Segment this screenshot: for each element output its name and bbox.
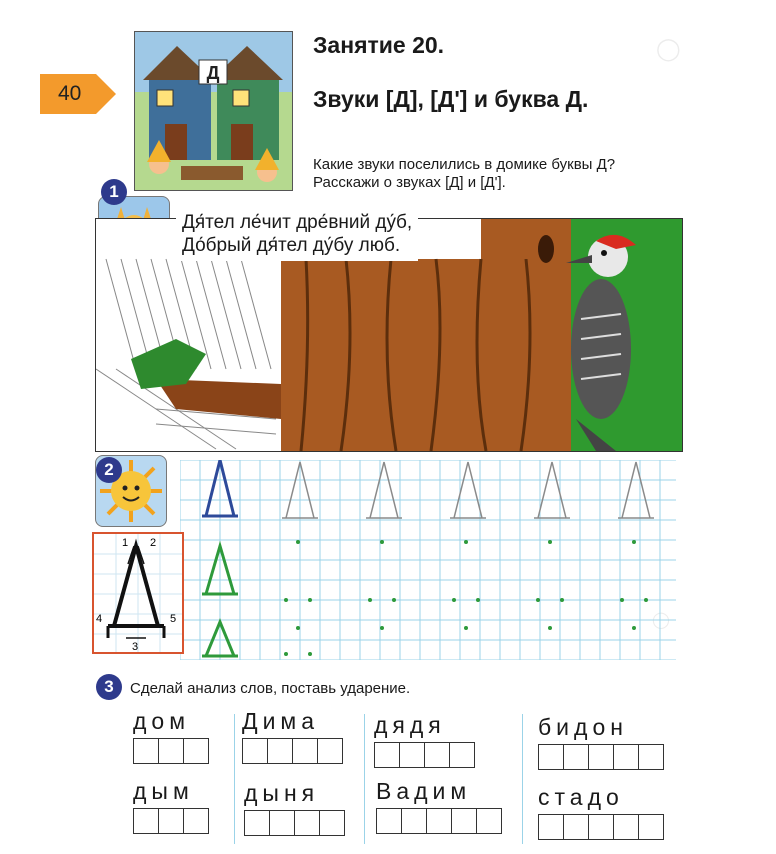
sound-box[interactable] bbox=[449, 742, 475, 768]
sound-box[interactable] bbox=[563, 814, 589, 840]
guide-dot bbox=[548, 626, 552, 630]
sound-boxes[interactable] bbox=[243, 738, 343, 764]
task-3-instruction: Сделай анализ слов, поставь ударение. bbox=[130, 680, 411, 697]
task-3-badge: 3 bbox=[96, 674, 122, 700]
guide-dot bbox=[392, 598, 396, 602]
sound-box[interactable] bbox=[267, 738, 293, 764]
sound-box[interactable] bbox=[133, 738, 159, 764]
sound-box[interactable] bbox=[563, 744, 589, 770]
sound-box[interactable] bbox=[588, 744, 614, 770]
guide-dot bbox=[476, 598, 480, 602]
page-number-tab bbox=[40, 74, 116, 114]
analysis-word: дыня bbox=[244, 780, 320, 806]
sound-box[interactable] bbox=[401, 808, 427, 834]
trace-letter-d bbox=[366, 462, 402, 518]
guide-dot bbox=[464, 626, 468, 630]
column-divider bbox=[364, 714, 365, 844]
sound-box[interactable] bbox=[294, 810, 320, 836]
guide-dot bbox=[284, 652, 288, 656]
guide-dot bbox=[464, 540, 468, 544]
sound-box[interactable] bbox=[244, 810, 270, 836]
guide-dot bbox=[560, 598, 564, 602]
sound-box[interactable] bbox=[638, 814, 664, 840]
question-line: Какие звуки поселились в домике буквы Д? bbox=[313, 156, 616, 173]
guide-dot bbox=[548, 540, 552, 544]
analysis-word: бидон bbox=[538, 714, 628, 740]
sound-boxes[interactable] bbox=[539, 744, 664, 770]
guide-dot bbox=[380, 540, 384, 544]
sound-boxes[interactable] bbox=[245, 810, 345, 836]
sound-box[interactable] bbox=[426, 808, 452, 834]
task-1-badge: 1 bbox=[101, 179, 127, 205]
sound-box[interactable] bbox=[476, 808, 502, 834]
sound-box[interactable] bbox=[292, 738, 318, 764]
house-illustration bbox=[134, 31, 293, 191]
sound-boxes[interactable] bbox=[375, 742, 475, 768]
sound-box[interactable] bbox=[133, 808, 159, 834]
sound-box[interactable] bbox=[451, 808, 477, 834]
trace-letter-d bbox=[450, 462, 486, 518]
sound-box[interactable] bbox=[269, 810, 295, 836]
guide-dot bbox=[380, 626, 384, 630]
guide-dot bbox=[284, 598, 288, 602]
sound-box[interactable] bbox=[242, 738, 268, 764]
sound-box[interactable] bbox=[317, 738, 343, 764]
stroke-number: 5 bbox=[170, 613, 177, 625]
sound-box[interactable] bbox=[638, 744, 664, 770]
sound-box[interactable] bbox=[588, 814, 614, 840]
lesson-subtitle: Звуки [Д], [Д'] и буква Д. bbox=[313, 86, 589, 112]
sound-box[interactable] bbox=[158, 738, 184, 764]
question-line: Расскажи о звуках [Д] и [Д']. bbox=[313, 174, 506, 191]
guide-dot bbox=[644, 598, 648, 602]
guide-dot bbox=[620, 598, 624, 602]
sound-box[interactable] bbox=[183, 808, 209, 834]
guide-dot bbox=[308, 652, 312, 656]
stroke-number: 4 bbox=[96, 613, 103, 625]
sound-boxes[interactable] bbox=[377, 808, 502, 834]
verse-line: До́брый дя́тел ду́бу люб. bbox=[182, 235, 401, 256]
analysis-word: дым bbox=[133, 778, 194, 804]
analysis-word: Вадим bbox=[376, 778, 472, 804]
bleed-through: ◯ bbox=[652, 612, 670, 629]
sound-boxes[interactable] bbox=[539, 814, 664, 840]
page-number: 40 bbox=[58, 82, 82, 105]
sound-box[interactable] bbox=[424, 742, 450, 768]
bleed-through: ◯ bbox=[656, 36, 681, 61]
guide-dot bbox=[368, 598, 372, 602]
guide-dot bbox=[536, 598, 540, 602]
guide-dot bbox=[632, 626, 636, 630]
sound-box[interactable] bbox=[158, 808, 184, 834]
guide-dot bbox=[296, 626, 300, 630]
sound-box[interactable] bbox=[613, 814, 639, 840]
column-divider bbox=[234, 714, 235, 844]
column-divider bbox=[522, 714, 523, 844]
analysis-word: дом bbox=[133, 708, 191, 734]
guide-dot bbox=[308, 598, 312, 602]
sound-box[interactable] bbox=[613, 744, 639, 770]
task-2-badge: 2 bbox=[96, 457, 122, 483]
stroke-order-card bbox=[92, 532, 184, 654]
sound-boxes[interactable] bbox=[134, 738, 209, 764]
sound-box[interactable] bbox=[183, 738, 209, 764]
sound-box[interactable] bbox=[538, 814, 564, 840]
analysis-word: дядя bbox=[374, 712, 446, 738]
trace-letter-d bbox=[534, 462, 570, 518]
analysis-word: Дима bbox=[242, 708, 320, 734]
sound-boxes[interactable] bbox=[134, 808, 209, 834]
task-1-verse bbox=[176, 209, 418, 261]
sound-box[interactable] bbox=[538, 744, 564, 770]
analysis-word: стадо bbox=[538, 784, 624, 810]
stroke-number: 3 bbox=[132, 641, 139, 652]
verse-line: Дя́тел ле́чит дре́вний ду́б, bbox=[182, 212, 413, 233]
guide-dot bbox=[296, 540, 300, 544]
lesson-question bbox=[313, 156, 693, 192]
guide-dot bbox=[632, 540, 636, 544]
lesson-title: Занятие 20. bbox=[313, 32, 445, 58]
sound-box[interactable] bbox=[376, 808, 402, 834]
sound-box[interactable] bbox=[374, 742, 400, 768]
guide-dot bbox=[452, 598, 456, 602]
house-letter: Д bbox=[206, 63, 220, 83]
writing-grid bbox=[180, 460, 676, 660]
sound-box[interactable] bbox=[319, 810, 345, 836]
sound-box[interactable] bbox=[399, 742, 425, 768]
stroke-number: 1 bbox=[122, 537, 129, 549]
trace-letter-d bbox=[618, 462, 654, 518]
stroke-number: 2 bbox=[150, 537, 157, 549]
